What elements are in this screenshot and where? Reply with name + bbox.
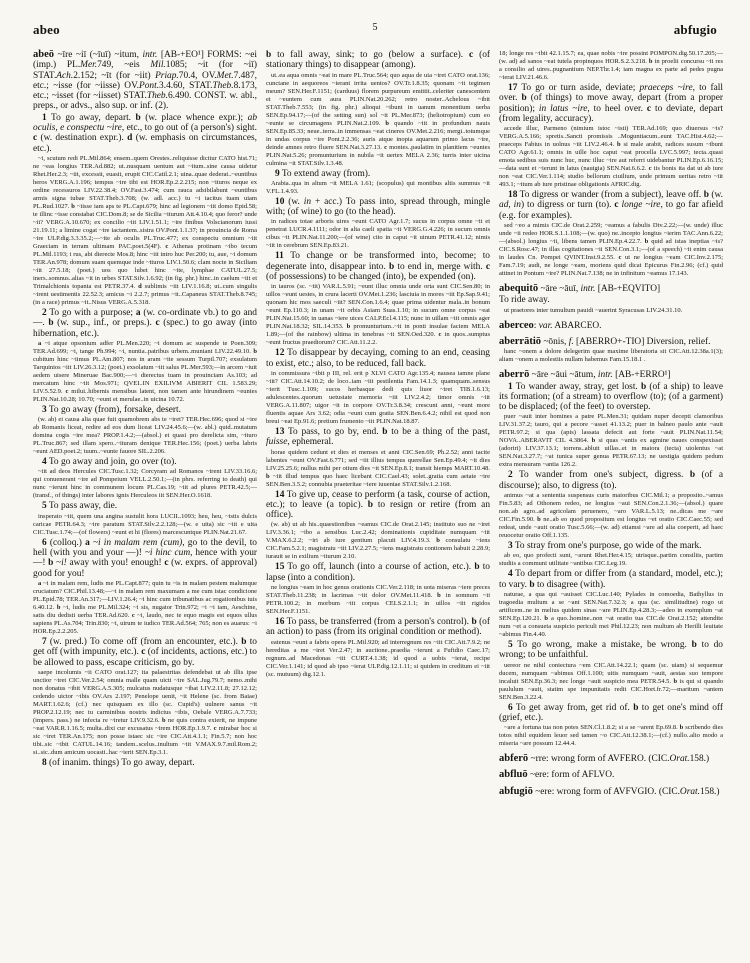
abeo-sense-11: 11 To change or be transformed into, become; to degenerate into, disappear into. b to end in, merge with. c (of possessions) to be changed (into), be expended (on).: [266, 251, 491, 283]
abeo-sense-1: 1 To go away, depart. b (w. place whence expr.); ab oculis, e conspectu ~ire, etc., to go out of (a person's) sight. c (w. destination expr.). d (w. emphasis on circumstances, etc.).: [33, 112, 258, 154]
abeo-sense-8-continued: b to fall away, sink; to go (below a surface). c (of stationary things) to disappear (among).: [266, 50, 491, 71]
abeo-sense-3-citations: (w. ab) ei causa alia quae fuit quamobrem abs te ~iret? TER.Hec.696; quod si ~ire ab Romanis liceat, redire ad eos dum liceat LIV.24.45.6;—(w. abl.) quid..mutatum domina cogis ~ire mea? PROP.1.4.2;—(absol.) et quasi pro derelicta sim, ~ituro PL.Truc.867; sed illam spero..~ituram denique TER.Hec.156; (poet.) uerba labris ~eunt AED.poet.2; tuum..~eunte fauore SIL.2.206.: [33, 416, 257, 456]
abeo-sense-16: 16 To pass, be transferred (from a person's control). b (of an action) to pass (from its original condition or method).: [266, 617, 490, 638]
entry-aberratio-headword: aberrātiō ~ōnis, f. [ABERRO+-TIO] Diversion, relief.: [499, 335, 711, 347]
aberro-sense-1: 1 To wander away, stray, get lost. b (of a ship) to leave its formation; (of a stream) to overflow (to); (of a garment) to be displaced; (of the feet) to overstep.: [499, 381, 723, 413]
abeo-sense-7-citations: saepe incolumis ~ii CATO orat.127; ita palaestritas defendebat ut ab illis ipse unctior ~iret CIC.Ver.2.54; omnia malle quam uicti ~ire SAL.Jug.79.7; nemo..mihi non donatus ~ibit VERG.A.5.305; mulcatus nudatusque ~ibat LIV.2.11.8; 27.12.12; cedendo uictor ~ibis OV.Ars 2.197; Penelope uenit, ~it Helene (sc. from Baiae) MART.1.62.6; (cf.) nec quisquam ex illo (sc. Cupid's) uulnere sanus ~it PROP.2.12.19; nec tu carminibus nostris indictus ~ibis, Oebale VERG.A.7.733; (impers. pass.) ne infecta re ~iretur LIV.9.32.6. b ne quis contra exierit, ne impune ~eat VAR.R.1.16.5; multa..dixi cur excusatus ~irem HOR.Ep.1.9.7. c mirabar hoc si sic ~iret TER.An.175; non posse istaec sic ~ire CIC.Att.4.1.1; Fin.5.7; non hoc tibi..sic ~ibit CATUL.14.16; tandem..scelus..inultum ~iit V.MAX.9.7.mil.Rom.2; si..sic..dum amicum uocasti..hac ~ierit SEN.Ep.3.1.: [33, 668, 257, 756]
aberro-sense-6-citations: ~are a fortuna tua non potes SEN.Cl.1.8.2; si a se ~arent Ep.69.8. b scribendo dies totos nihil equidem leuor sed tamen ~o CIC.Att.12.38.1;—(cf.) nullo..alio modo a miseria ~are possum 12.44.4.: [499, 724, 723, 748]
abeo-sense-10: 10 (w. in + acc.) To pass into, spread through, mingle with; (of wine) to go (to the head).: [266, 196, 490, 218]
abeo-sense-10-citations: in radices totae arboris uires ~eunt CATO Agr.1.7; sucus in corpus omne ~it et penetrat LUCR.4.1111; odor in alta caeli spatia ~it VERG.G.4.226; in sucum omnis cibus ~it PLIN.Nat.11.200;—(of wine) cito in caput ~it uinum PETR.41.12; nimis ~iit in cerebrum SEN.Ep.83.21.: [266, 218, 490, 250]
abeo-sense-18: 18 To digress or wander (from a subject), leave off. b (w. ad, in) to digress or turn (to). c longe ~ire, to go far afield (e.g. for examples).: [499, 190, 724, 221]
aberratio-citations: hanc ~onem a dolore delegerim quae maxime liberatoria sit CIC.Att.12.38a.1(3); aliam ~onem a molestiis nullam habemus Fam.15.18.1 .: [499, 348, 723, 364]
guide-word-left: abeo: [33, 22, 60, 37]
column-2: [266, 49, 490, 797]
abeo-sense-2: 2 To go with a purpose; a (w. co-ordinate vb.) to go and —. b (w. sup., inf., or preps.). c (spec.) to go away (into hibernation, etc.).: [33, 307, 257, 339]
entry-abfugio: abfugiō ~ere: wrong form of AVFVGIO. (CIC.Orat.158.): [499, 785, 720, 797]
abeo-sense-4-citations: ~iit ad deos Hercules CIC.Tusc.1.32; Corcyram ad Romanos ~irent LIV.33.16.6; qui conuenerant ~ire ad Pompeium VELL.2.50.1;—(in phrs. referring to death) qui nunc ~ierunt hinc in communem locum PL.Cas.19; ~iit ad plures PETR.42.5;—(transf., of things) inter labores ignis Herculeos iit SEN.Her.O.1618.: [33, 468, 257, 500]
abeo-sense-15: 15 To go off, launch (into a course of action, etc.). b to lapse (into a condition).: [266, 562, 490, 583]
entry-abfluo: abfluō ~ere: form of AFLVO.: [499, 769, 615, 781]
abeo-sense-4: 4 To go away and join, go over (to).: [42, 457, 177, 468]
aberro-sense-6: 6 To get away from, get rid of. b to get one's mind off (grief, etc.).: [499, 702, 723, 723]
entry-aberceo: aberceo: var. ABARCEO.: [499, 319, 602, 331]
entry-abequito-headword: abequitō ~āre ~āuī, intr. [AB-+EQVITO]: [499, 283, 661, 295]
abeo-sense-3: 3 To go away (from), forsake, desert.: [42, 404, 181, 415]
aberro-sense-2-citations: animus ~at a sententia suspensus curis maioribus CIC.Mil.1; a proposito..~amus Fin.5.83; ad Othonem redeo, ne longius ~aui SEN.Con.2.1.36;—(absol.) quare non..ab agro..ad agricolam peruenero, ~aro VAR.L.5.13; ne..dicas me ~are CIC.Fin.5.90. b ne..ab eo quod propositum est longius ~et oratio CIC.Caec.55; sed redeat, unde ~auit oratio Tusc.5.66;—(w. ad) etiamsi ~are ad alia coeperit, ad haec reuocetur oratio Off.1.135.: [499, 492, 723, 540]
abeo-sense-5: 5 To pass away, die.: [42, 501, 118, 512]
running-head: [0, 0, 750, 46]
guide-word-right: abfugio: [673, 22, 717, 37]
aberro-sense-3-citations: ab eo, quo profecti sunt, ~arunt Rhet.Her.4.15; utrisque..partim consiliis, partim studiis a communi utilitate ~antibus CIC.Leg.19.: [499, 552, 723, 568]
abeo-sense-16-citations-continued: 18; longe res ~ibit 42.1.15.7; ea, quae nobis ~ire possint POMPON.dig.50.17.205;—(w. ad) ad sanos ~eat tutela propinquos HOR.S.2.3.218. b in proelii concursu ~it res a consilio ad uires..pugnantium NEP.Thr.1.4; iam magna ex parte ad pedes pugna ~ierat LIV.21.46.6.: [499, 50, 723, 81]
abeo-sense-14-citations: (w. ab) ut ab his..quaestionibus ~eamus CIC.de Orat.2.145; instituto suo ne ~iret LIV.3.36.1; ~ibo a sensibus Luc.2.42; dominationis cupiditate numquam ~iit V.MAX.6.2.2; ~iri ab iure gentium placuit LIV.4.19.3. b consulatu ~iens CIC.Fam.5.2.1; magistratu ~iit LIV.2.27.5; ~iens magistratu contionem habuit 2.28.9; iurauit se in exilium ~iturum 2.10.: [266, 521, 490, 561]
abeo-sense-1-citations: ~i, scutum redi PL.Mil.864; ensem..quem Orestes..reliquisse dicitur CATO hist.71; ne ~eas longius TER.Ad.882; ut..nusquam uentum aut ~itum..sine causa uidetur Rhet.Her.2.3; ~iit, excessit, euasit, erupit CIC.Catil.2.1; uina..quae dederat..~euntibus heros VERG.A.1.196; tempus ~ire tibi est HOR.Ep.2.2.215; non ~ituros neque ex ordine recessuros LIV.22.38.4; OV.Fast.3.474; cum rauca adsibilabunt ~euntibus armis signa tubae STAT.Theb.3.708; (w. adl. acc.) tu ~i tacitus tuam uiam PL.Rud.1027. b ~iisse iam aps te PL.Capt.679; hinc ad legionem ~iit domo Epid.58; te illinc ~isse constabat CIC.Dom.8; se de Sicilia ~iturum Att.4.10.4; quo feror? unde ~ii? VERG.A.10.670; ex concilio ~iit LIV.1.51.1; ~ire finibus Volscianorum iussi 21.19.11; a limine cogat ~ire iactantem..sistra OV.Pont.1.1.37; in prouincia de Roma ~ire ULP.dig.3.3.35.2;—~ite ab oculis PL.Truc.477; ex conspectu omnium ~iit Graeciam in terram ultimam PAC.poet.5(4F). c Athenas protinam ~ibo tecum PL.Mil.1193; i rus, abi dierecte Mos.8; hinc ~iit intro huc Per.200; tu, aue, ~i domum TER.An.978; domum suam quemque inde ~ituros LIV.1.50.6; clam nocte in Siciliam ~iit 27.5.18; (poet.) uos quo lubet hinc ~ite, lymphae CATUL.27.5; iners..somnus..alias ~it in urbes STAT.Silv.1.6.92; (in fig. phr.) hinc..in caelum ~iit et Trimalchionis topanta est PETR.37.4. d sublimis ~iit LIV.1.16.8; ut..cum singulis ~irent uestimentis 22.52.3; amicus ~i 2.2.7; primus ~it..Capaneus STAT.Theb.8.745; (in a race) primus ~it..Nisus VERG.A.5.318.: [33, 154, 257, 306]
aberro-sense-4: 4 To depart from or differ from (a standard, model, etc.); to vary. b to disagree (with).: [499, 569, 723, 590]
page-number: 5: [372, 22, 378, 33]
abeo-sense-6-citations: a ~i in malam rem, ludis me PL.Capt.877; quin tu ~is in malam pestem malumque cruciatum? CIC.Phil.13.48;—~i in malam rem maxumam a me cum istac condicione PL.Epid.78; TER.An.317;—LIV.1.26.4; ~i hinc cum tribunatibus ac rogationibus tuis 6.40.12. b ~i, ludis me PL.Mil.324; ~i sis, nugator Trin.972; ~i ~i iam, Aeschine, satis diu dedisti uerba TER.Ad.620. c ~i, laudo, nec te equo magis est equos ullus sapiens PL.As.704; Trin.830; ~i, uirum te iudico TER.Ad.564; 765; non es auarus: ~i HOR.Ep.2.2.205.: [33, 579, 258, 635]
abeo-sense-16-citations: eatenus ~eunt a fabris opera PL.Mil.920; ad interregnum res ~iit CIC.Att.7.9.2; ne hereditas a me ~iret Ver.2.47; in auctione..praedia ~ierunt a Fufidio Caec.17; regnum..ad Macedonas ~iit CURT.4.1.38; id quod a uobis ~ierat, recipe CIC.Ver.1.141; id quod ab ipso ~ierat ULP.dig.12.1.11; si quidem in creditum ei ~iit (sc. mutuum) dig.12.1.: [266, 638, 490, 678]
abeo-sense-8: 8 (of inanim. things) To go away, depart.: [42, 757, 195, 768]
entry-abeo-headword: abeō ~īre ~iī (~īuī) ~itum, intr. [AB-+EO¹] FORMS: ~ei (imp.) PL.Mer.749, ~eis Mil.1085; ~it (for ~iī) STAT.Ach.2.152; ~īt (for ~iit) Priap.70.4, OV.Met.7.487, etc.; ~isse (for ~iisse) OV.Pont.3.4.60, STAT.Theb.8.173, etc.; ~isset (for ~iisset) STAT.Theb.6.490. CONST. w. abl., preps., or advs., also sup. or inf. (2).: [33, 49, 258, 112]
aberro-sense-5: 5 To go wrong, make a mistake, be wrong. b to do wrong; to be unfaithful.: [499, 639, 723, 661]
aberro-sense-4-citations: naturae, a qua qui ~auisset CIC.Luc.140; Pylades in comoedia, Bathyllus in tragoedia multum a se ~ant SEN.Nat.7.32.3; a qua (sc. similitudine) rogo ut artificem..ne in melius quidem sinas ~are PLIN.Ep.4.28.3;—adeo in exemplum ~at SEN.Ep.120.21. b a quo..homine..non ~at oratio tua CIC.de Orat.2.152; attendite num ~et a consueta suspicio periculi mei Phil.12.23; non multum ab Herilli leuitate ~abimus Fin.4.40.: [499, 590, 723, 638]
column-1: [33, 49, 257, 797]
abeo-sense-17: 17 To go or turn aside, deviate; praeceps ~ire, to fall over. b (of things) to move away, depart (from a proper position); in latus ~ire, to heel over. c to deviate, depart (from legality, accuracy).: [499, 83, 724, 124]
entry-abfero: abferō ~rre: wrong form of AVFERO. (CIC.Orat.158.): [499, 753, 710, 765]
abeo-sense-12: 12 To disappear by decaying, coming to an end, ceasing to exist, etc.; also, to be reduced, fall back.: [266, 348, 490, 369]
abeo-sense-18-citations: sed ~eo a mimis CIC.de Orat.2.259; ~eamus a fabulis Div.2.22;—(w. unde) illuc unde ~ii redeo HOR.S.1.1.108;—(w. quo) ne..incepto longius ~ierim TAC.Ann.6.22;—(absol.) longius ~ii, libens tamen PLIN.Ep.4.22.7. b quid ad istas ineptias ~is? CIC.S.Rosc.47; in illas cogitationes ~ii SEN.Con.3.1;—(of a speech) ~it enim causa in laudes Cn. Pompei QVINT.Inst.9.2.55. c ut ne longius ~eam CIC.Inv.2.175; Fam.7.19; audi, ne longe ~eam, moriens quid dicat Epicurus Fin.2.96; (cf.) quid attinet in Pontum ~ire? PLIN.Nat.7.138; ne in infinitum ~eamus 17.143.: [499, 222, 724, 278]
abeo-sense-7: 7 (w. pred.) To come off (from an encounter, etc.). b to get off (with impunity, etc.). c (of incidents, actions, etc.) to be allowed to pass, escape criticism, go by.: [33, 636, 257, 668]
abeo-sense-14: 14 To give up, cease to perform (a task, course of action, etc.); to leave (a topic). b to resign or retire (from an office).: [266, 489, 491, 521]
abeo-sense-13-citations: horae quidem cedunt et dies et menses et anni CIC.Sen.69; Ph.2.52; anni tacite labentes ~eunt OV.Fast.6.771; sed ~iit illius tempus querellae Sen.Ep.49.4; ~it dies LIV.25.25.6; nullus mihi per otium dies ~it SEN.Ep.8.1; transit hiemps MART.10.48. b ~iit illud tempus quo haec licebant CIC.Cael.43; solet..gratia cum aetate ~ire SEN.Ben.3.5.2; connubia praeteritae ~iere iuuentae STAT.Silv.1.2.168.: [266, 448, 490, 488]
abequito-definition: To ride away.: [499, 295, 550, 306]
abeo-sense-13: 13 To pass, to go by, end. b to be a thing of the past, fuisse, ephemeral.: [266, 426, 490, 448]
abeo-sense-11-citations: in tauros (sc. ~iit) VAR.L.5.91; ~eunt illuc omnia unde orta sunt CIC.Sen.80; in uillos ~eunt uestes, in crura lacerti OV.Met.1.236; lasciuia in mores ~iit Ep.Sap.9.41; quonam hic mos saeculi ~iit? SEN.Con.1.6.4; quae prima uidentur mala..in bonum ~eunt Ep.110.3; in unam ~it orbis Asiam Suas.1.10; in sucum omne corpus ~eat PLIN.Nat.15.60; in uanas ~iere uices CALP.Ecl.4.115; nunc in uillam ~iit omnis ager PLIN.Nat.18.32; SIL.14.353. b promunturium..~it in ponti insulae faciem MELA 1.89;—(of the rainbow) ultima in tenebras ~it SEN.Oed.320. c in quos..sumptus ~eunt fructus praediorum? CIC.Att.11.2.2.: [266, 283, 491, 347]
entry-aberro-headword: aberrō ~āre ~āui ~ātum, intr. [AB-+ERRO¹]: [499, 369, 671, 381]
abeo-sense-9: 9 To extend away (from).: [275, 168, 371, 179]
aberro-sense-2: 2 To wander from one's subject, digress. b (of a discourse); also, to digress (to).: [499, 470, 724, 491]
abeo-sense-12-citations: in commissura ~ibit p III, rel. erit p XLVI CATO Agr.135.4; nausea iamne plane ~iit? CIC.Att.14.10.2; de loco..iam ~iit pestilentia Fam.14.1.3; quamquam..sensus ~ierit Tusc.1.109; sucos herbasque dedi quis liuor ~iret TIB.1.6.13; adulescentes..quorum uetustate memoria ~iit LIV.2.4.2; timor omnis ~iit VERG.A.11.807; uigor ~it in corpore OV.Tr.3.8.34; crescunt anni, ~eunt more fluentis aquae Ars 3.62; odia ~eunt cum gratia SEN.Ben.6.4.2; nihil est quod non breui ~eat Ep.91.6; pretium frumento ~iit PLIN.Nat.18.87.: [266, 369, 490, 425]
aberro-sense-1-citations: puer ~auit inter homines a patre PL.Men.31; quidam nuper decepti clamoribus LIV.31.37.2; tauro, qui a pecore ~asset 41.13.2; puer in balneo paulo ante ~auit PETR.97.2; si qua (apis) lassata defecit aut forte ~auit PLIN.Nat.11.54; NOVA..ABERAVIT CIL 4.3864. b si quas ~antis ex agmine naues conspexisset (adoriri) LIV.37.13.1; torrens..abluit uillas..et in maiora (tecta) uiolentus ~at SEN.Nat.3.27.7; ~at tunica super genua PETR.67.13; ne uestigia quidem pedum extra mensuram ~antia 126.2.: [499, 413, 724, 469]
column-3: [499, 49, 723, 797]
abeo-sense-9-citations: Arabia..qua in altum ~it MELA 1.61; (scopulus) qui montibus altis summus ~it V.FL.1.4.93.: [266, 179, 490, 195]
text-columns: [0, 46, 750, 797]
aberro-sense-5-citations: uereor ne nihil coniectura ~em CIC.Att.14.22.1; quam (sc. uiam) si sequemur ducem, numquam ~abimus Off.1.100; uitis numquam ~auit, aestas suo tempore incaluit SEN.Ep.36.3; nec longe ~auit suspicio mea PETR.54.5. b is qui si quando paululum ~auit, statim spe impunitatis redit CIC.Hort.fr.72;—maritum ~antem SEN.Ben.3.22.4.: [499, 661, 723, 701]
abeo-sense-8-citations: ut..ea aqua omnis ~eat in mare PL.Truc.564; quo aqua de uia ~iret CATO orat.136; cunctane in aequoreos ~ierant irrita uentos? OV.Tr.1.8.35; quonam ~it tegimen meum? SEN.Her.F.1151; (carduus) florem purpureum emittit..celeriter canescentem et ~euntem cum aura PLIN.Nat.20.262; retro noster..Achelous ~ibit STAT.Theb.7.553; (in fig. phr.) alioqui ~ibunt in uanum monentium uerba SEN.Ep.94.17;—(of the setting sun) sol ~it PL.Mer.873; (heliotropium) cum eo ~eunte se circumagens PLIN.Nat.2.109. b quando ~iit in profundum nauis SEN.Ep.85.33; neue..terra..in immensas ~eat cineres OV.Met.2.216; mergi..totumque in undas corpus ~ire Pont.2.2.36; auris atque inopia aquarum primo lacus ~ire, deinde amnes retro fluere SEN.Nat.3.27.13. c montes..paulatim in planitiem ~euntes PLIN.Nat.5.26; promunturium in nubila ~it uertex MELA 2.36; turris inter uicina culmina ~it STAT.Silv.1.3.48.: [266, 71, 490, 167]
abeo-sense-2-citations: a ~i atque opsonium adfer PL.Men.220; ~i domum ac suspende te Poen.309; TER.Ad.699; ~i, tange Ph.994; ~i, nuntia..patribus urbem..muniant LIV.22.49.10. b cubitum hinc ~iimus PL.Am.807; nos in aram ~ite sessum Turpil.707; exsulatum Tarquinios ~iit LIV.26.3.12; (poet.) exsolatum ~iit salus PL.Mer.593;—in arcem ~iuit aedem uisere Mineruae Bac.900;—~i dierectus tuam in prouinciam As.103; ad mercatum hinc ~iit Mos.971; QVEI..IN EXILIVM ABIERIT CIL 1.583.29; LIV.5.52.9. c milui..hibernis mensibus latent, non tamen ante hirundinem ~euntes PLIN.Nat.10.28; 10.70; ~eunt et merulae..in uicina 10.72.: [33, 339, 257, 403]
abeo-sense-6: 6 (colloq.) a ~i in malam rem (cum), go to the devil, to hell (with you and your —)! ~i hinc cum, hence with your —! b ~i! away with you! enough! c (w. exprs. of approval) good for you!: [33, 537, 258, 579]
aberro-sense-3: 3 To stray from one's purpose, go wide of the mark.: [508, 541, 702, 552]
abeo-sense-17-citations: accede illuc, Parmeno (nimium istoc ~isti) TER.Ad.169; quo diuersus ~is? VERG.A.5.166; spretis..Sancti promissis ..Moguntiacum..eunt TAC.Hist.4.62;—praeceps Fabius in uolnus ~iit LIV.2.46.4. b si male arabit, radices susum ~ibunt CATO Agr.61.1; omnis in uille hoc caput ~eat procella LVC.5.997; tecta..quasi emota sedibus suis nunc huc, nunc illuc ~ire aut referri uidebantur PLIN.Ep.6.16.15;—data sunt et ~ierunt in latus (nauigia) SEN.Nat.6.6.2. c iis bonis ita dat ut ab iure non ~eat CIC.Ver.1.114; studio bellorum ciuilium, unde primum ueritas retro ~iit 493.1; ~itum ab iure pristinae obligationis AFRIC.dig.: [499, 125, 723, 189]
abeo-sense-15-citations: ne longius ~eam in hoc genus orationis CIC.Ver.2.118; in uota miseras ~iere preces STAT.Theb.11.238; in lacrimas ~iit dolor OV.Met.11.418. b in somnum ~ii PETR.100.2; in morbum ~iit corpus CELS.2.1.1; in uillos ~iit rigidos SEN.Her.F.1151.: [266, 584, 490, 616]
abeo-sense-5-citations: insperato ~iit, quem una angina sustulit hora LUCIL.1093; heu, heu, ~istis dulcis caricae PETR.64.3; ~ire paratum STAT.Silv.2.2.128;—(w. e uita) sic ~iit e uita CIC.Tusc.1.74;—(of flowers) ~eunt et hi (flores) marcescuntque PLIN.Nat.21.67.: [33, 512, 257, 536]
abequito-citations: ut praetores inter tumultum pauidi ~auerint Syracusas LIV.24.31.10.: [504, 306, 683, 314]
